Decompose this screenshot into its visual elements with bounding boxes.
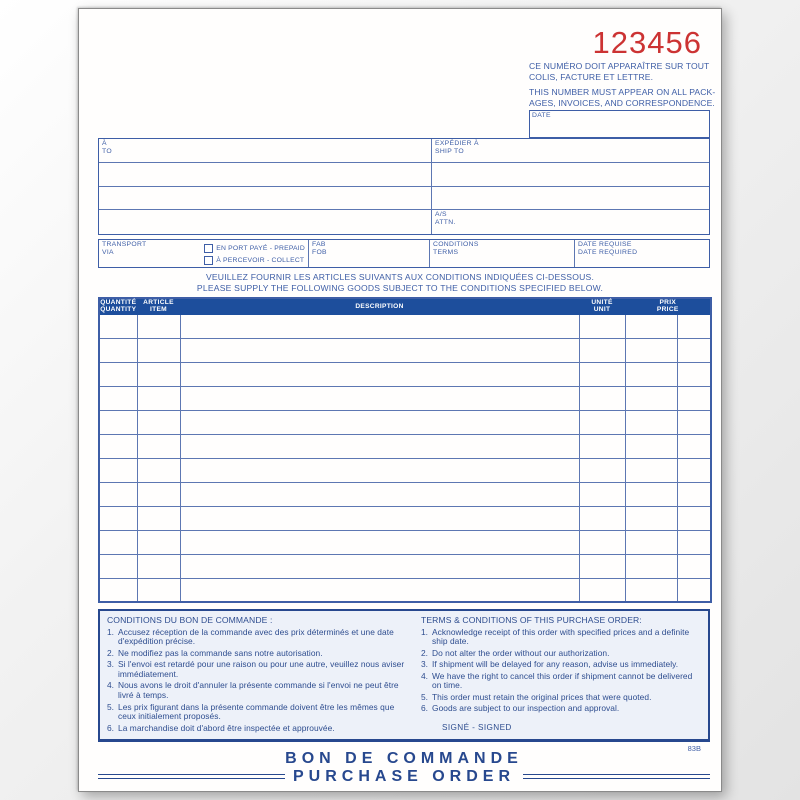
item-cell-unit[interactable] xyxy=(579,314,625,338)
item-cell-cents[interactable] xyxy=(677,434,711,458)
signed-label: SIGNÉ - SIGNED xyxy=(442,722,512,732)
item-cell-price[interactable] xyxy=(625,530,677,554)
payment-checkboxes xyxy=(204,241,308,267)
to-field-line1[interactable] xyxy=(99,139,432,163)
item-row xyxy=(99,434,711,458)
item-cell-quantity[interactable] xyxy=(99,338,137,362)
condition-item: 1. Accusez réception de la commande avec des prix déterminés et une date d'expédition précise. xyxy=(107,626,394,647)
item-cell-item[interactable] xyxy=(137,458,180,482)
item-cell-item[interactable] xyxy=(137,314,180,338)
description-header: DESCRIPTION xyxy=(180,298,579,314)
item-row xyxy=(99,410,711,434)
item-cell-cents[interactable] xyxy=(677,386,711,410)
form-title-fr: BON DE COMMANDE xyxy=(285,750,523,767)
item-cell-unit[interactable] xyxy=(579,530,625,554)
item-cell-description[interactable] xyxy=(180,506,579,530)
title-rule-left xyxy=(98,774,285,779)
item-row xyxy=(99,314,711,338)
address-section xyxy=(98,138,710,235)
prepaid-label: EN PORT PAYÉ - PREPAID xyxy=(216,244,305,252)
item-cell-description[interactable] xyxy=(180,578,579,602)
item-cell-item[interactable] xyxy=(137,434,180,458)
date-field[interactable] xyxy=(529,110,710,138)
conditions-fr-heading: CONDITIONS DU BON DE COMMANDE : xyxy=(107,615,273,625)
transport-label-en: VIA xyxy=(102,248,114,256)
item-cell-item[interactable] xyxy=(137,578,180,602)
condition-item: 3. If shipment will be delayed for any reason, advise us immediately. xyxy=(421,659,679,670)
item-cell-cents[interactable] xyxy=(677,530,711,554)
item-cell-price[interactable] xyxy=(625,362,677,386)
number-notice-fr: CE NUMÉRO DOIT APPARAÎTRE SUR TOUT COLIS, FACTURE ET LETTRE. xyxy=(529,61,710,82)
item-cell-quantity[interactable] xyxy=(99,506,137,530)
item-cell-description[interactable] xyxy=(180,386,579,410)
collect-label: À PERCEVOIR - COLLECT xyxy=(216,256,305,264)
item-cell-description[interactable] xyxy=(180,362,579,386)
item-cell-price[interactable] xyxy=(625,314,677,338)
item-cell-unit[interactable] xyxy=(579,434,625,458)
item-cell-item[interactable] xyxy=(137,362,180,386)
item-cell-description[interactable] xyxy=(180,554,579,578)
item-cell-price[interactable] xyxy=(625,386,677,410)
attn-label-en: ATTN. xyxy=(435,218,456,226)
condition-item: 4. We have the right to cancel this order if shipment cannot be delivered on time. xyxy=(421,670,693,691)
item-cell-description[interactable] xyxy=(180,338,579,362)
item-cell-description[interactable] xyxy=(180,410,579,434)
ship-to-label-fr: EXPÉDIER À xyxy=(435,140,479,147)
item-cell-unit[interactable] xyxy=(579,482,625,506)
item-cell-cents[interactable] xyxy=(677,338,711,362)
items-table xyxy=(98,297,712,603)
unit-header: UNITÉ UNIT xyxy=(579,298,625,314)
item-cell-quantity[interactable] xyxy=(99,530,137,554)
number-notice-en: THIS NUMBER MUST APPEAR ON ALL PACK-AGES, INVOICES, AND CORRESPONDENCE. xyxy=(529,87,716,108)
items-table-body xyxy=(99,314,711,602)
ship-to-field-line2[interactable] xyxy=(432,163,709,187)
item-cell-quantity[interactable] xyxy=(99,410,137,434)
transport-via-field[interactable] xyxy=(99,240,308,267)
condition-item: 3. Si l'envoi est retardé pour une raison ou pour une autre, veuillez nous aviser immédiatement. xyxy=(107,659,405,679)
item-cell-unit[interactable] xyxy=(579,578,625,602)
attn-field[interactable] xyxy=(432,210,709,234)
item-cell-item[interactable] xyxy=(137,410,180,434)
item-cell-quantity[interactable] xyxy=(99,314,137,338)
item-row xyxy=(99,554,711,578)
item-cell-price[interactable] xyxy=(625,410,677,434)
purchase-order-form xyxy=(78,8,722,792)
item-header: ARTICLE ITEM xyxy=(137,298,180,314)
title-rule-right xyxy=(523,774,710,779)
fob-label-fr: FAB xyxy=(312,241,326,248)
condition-item: 6. La marchandise doit d'abord être inspectée et approuvée. xyxy=(107,722,335,733)
ship-to-field-line1[interactable] xyxy=(432,139,709,163)
to-label-en: TO xyxy=(102,147,112,155)
condition-item: 5. This order must retain the original prices that were quoted. xyxy=(421,691,652,702)
item-cell-description[interactable] xyxy=(180,434,579,458)
item-row xyxy=(99,362,711,386)
item-row xyxy=(99,482,711,506)
item-cell-description[interactable] xyxy=(180,314,579,338)
form-title-en: PURCHASE ORDER xyxy=(293,768,516,785)
fob-label-en: FOB xyxy=(312,248,327,256)
item-cell-price[interactable] xyxy=(625,578,677,602)
item-cell-cents[interactable] xyxy=(677,362,711,386)
quantity-header: QUANTITÉ QUANTITY xyxy=(100,299,137,314)
to-label-fr: À xyxy=(102,140,107,147)
item-cell-cents[interactable] xyxy=(677,482,711,506)
item-row xyxy=(99,530,711,554)
supply-notice xyxy=(79,272,721,294)
item-cell-quantity[interactable] xyxy=(99,458,137,482)
item-cell-cents[interactable] xyxy=(677,506,711,530)
item-cell-item[interactable] xyxy=(137,554,180,578)
item-cell-cents[interactable] xyxy=(677,458,711,482)
form-title xyxy=(98,750,710,785)
conditions-fr xyxy=(107,615,407,739)
item-cell-price[interactable] xyxy=(625,458,677,482)
item-cell-description[interactable] xyxy=(180,482,579,506)
supply-notice-fr: VEUILLEZ FOURNIR LES ARTICLES SUIVANTS AUX CONDITIONS INDIQUÉES CI-DESSOUS. xyxy=(205,272,595,282)
condition-item: 6. Goods are subject to our inspection and approval. xyxy=(421,703,620,714)
ship-to-label-en: SHIP TO xyxy=(435,147,464,155)
item-cell-cents[interactable] xyxy=(677,314,711,338)
supply-notice-en: PLEASE SUPPLY THE FOLLOWING GOODS SUBJECT TO THE CONDITIONS SPECIFIED BELOW. xyxy=(196,283,604,293)
item-cell-price[interactable] xyxy=(625,338,677,362)
item-cell-item[interactable] xyxy=(137,386,180,410)
date-label: DATE xyxy=(532,112,551,119)
fob-field[interactable] xyxy=(308,240,429,267)
item-cell-item[interactable] xyxy=(137,530,180,554)
price-header: PRIX PRICE xyxy=(625,298,711,314)
item-cell-price[interactable] xyxy=(625,554,677,578)
item-cell-item[interactable] xyxy=(137,338,180,362)
item-row xyxy=(99,578,711,602)
conditions-en-list xyxy=(421,628,702,714)
prepaid-checkbox[interactable] xyxy=(204,244,213,253)
condition-item: 4. Nous avons le droit d'annuler la présente commande si l'envoi ne peut être livré à temps. xyxy=(107,680,399,701)
item-cell-unit[interactable] xyxy=(579,386,625,410)
item-cell-unit[interactable] xyxy=(579,458,625,482)
transport-label-fr: TRANSPORT xyxy=(102,241,147,248)
collect-checkbox[interactable] xyxy=(204,256,213,265)
order-number: 123456 xyxy=(592,25,702,60)
item-row xyxy=(99,386,711,410)
item-cell-quantity[interactable] xyxy=(99,554,137,578)
condition-item: 2. Do not alter the order without our authorization. xyxy=(421,647,610,658)
item-cell-quantity[interactable] xyxy=(99,434,137,458)
item-cell-description[interactable] xyxy=(180,458,579,482)
conditions-en xyxy=(421,615,702,739)
item-cell-item[interactable] xyxy=(137,506,180,530)
date-required-field[interactable] xyxy=(574,240,709,267)
item-cell-price[interactable] xyxy=(625,434,677,458)
item-cell-quantity[interactable] xyxy=(99,482,137,506)
items-table-header-row xyxy=(99,298,711,314)
item-cell-quantity[interactable] xyxy=(99,386,137,410)
item-cell-cents[interactable] xyxy=(677,578,711,602)
conditions-fr-list xyxy=(107,628,407,734)
item-row xyxy=(99,506,711,530)
item-cell-unit[interactable] xyxy=(579,410,625,434)
condition-item: 2. Ne modifiez pas la commande sans notre autorisation. xyxy=(107,647,323,658)
item-cell-price[interactable] xyxy=(625,482,677,506)
ship-to-field-line3[interactable] xyxy=(432,187,709,211)
to-field-line4[interactable] xyxy=(99,210,432,234)
form-code: 83B xyxy=(687,744,701,753)
terms-label-fr: CONDITIONS xyxy=(433,241,479,248)
shipping-section xyxy=(98,239,710,268)
item-cell-cents[interactable] xyxy=(677,554,711,578)
date-required-label-en: DATE REQUIRED xyxy=(578,248,638,256)
terms-field[interactable] xyxy=(429,240,574,267)
item-row xyxy=(99,338,711,362)
to-field-line3[interactable] xyxy=(99,187,432,211)
terms-label-en: TERMS xyxy=(433,248,459,256)
terms-and-conditions xyxy=(98,609,710,742)
item-row xyxy=(99,458,711,482)
date-required-label-fr: DATE REQUISE xyxy=(578,241,632,248)
item-cell-price[interactable] xyxy=(625,506,677,530)
condition-item: 1. Acknowledge receipt of this order with specified prices and a definite ship date. xyxy=(421,626,690,647)
attn-label-fr: A/S xyxy=(435,211,447,219)
conditions-en-heading: TERMS & CONDITIONS OF THIS PURCHASE ORDER: xyxy=(421,615,642,625)
item-cell-quantity[interactable] xyxy=(99,578,137,602)
item-cell-description[interactable] xyxy=(180,530,579,554)
to-field-line2[interactable] xyxy=(99,163,432,187)
condition-item: 5. Les prix figurant dans la présente commande doivent être les mêmes que ceux initialement proposés. xyxy=(107,701,395,722)
item-cell-unit[interactable] xyxy=(579,338,625,362)
number-notice xyxy=(529,61,721,108)
item-cell-quantity[interactable] xyxy=(99,362,137,386)
item-cell-unit[interactable] xyxy=(579,554,625,578)
item-cell-unit[interactable] xyxy=(579,506,625,530)
item-cell-item[interactable] xyxy=(137,482,180,506)
item-cell-cents[interactable] xyxy=(677,410,711,434)
item-cell-unit[interactable] xyxy=(579,362,625,386)
